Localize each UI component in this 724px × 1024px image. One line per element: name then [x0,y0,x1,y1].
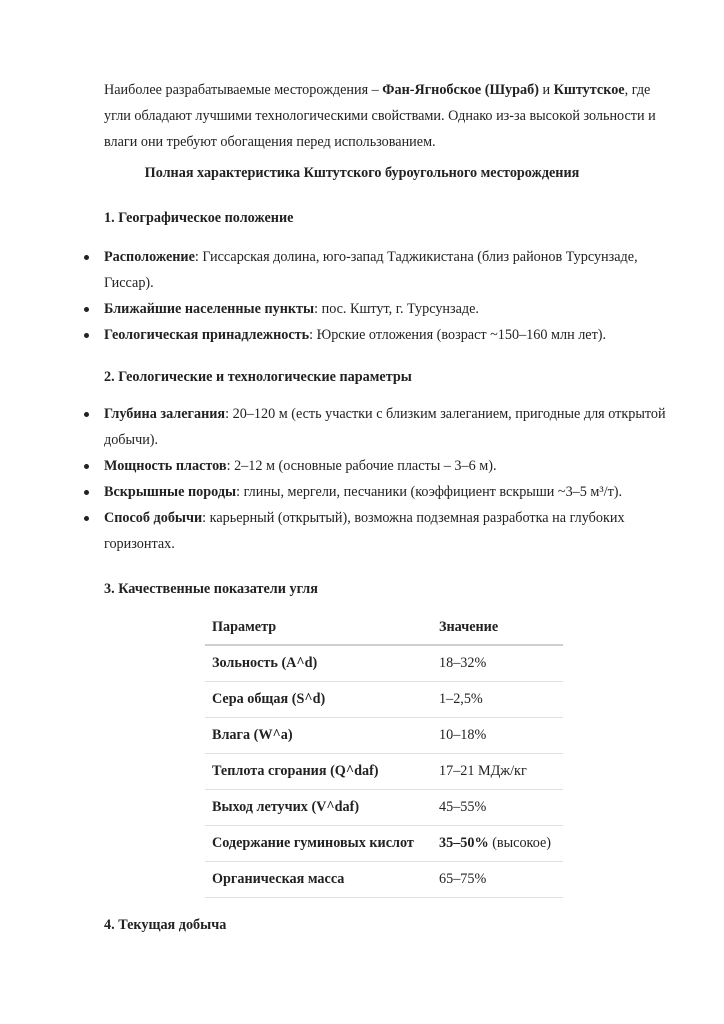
list-item-label: Вскрышные породы [104,484,237,500]
table-row [205,826,563,862]
table-cell-parameter: Выход летучих (V^daf) [205,790,432,826]
list-item-label: Ближайшие населенные пункты [104,301,315,317]
intro-text-2: и [538,82,554,98]
table-cell-value [432,790,563,826]
bullet-icon [84,516,89,521]
list-item [104,479,674,505]
table-cell-value [432,826,563,862]
table-row [205,790,563,826]
table-cell-parameter: Сера общая (S^d) [205,682,432,718]
table-cell-value [432,754,563,790]
table-row [205,862,563,898]
list-item-text: : карьерный (открытый), возможна подземная разработка на глубоких горизонтах. [104,510,625,552]
table-row [205,754,563,790]
column-header-value: Значение [432,610,563,645]
table-cell-parameter: Содержание гуминовых кислот [205,826,432,862]
intro-bold-kshtut: Кштутское [553,82,625,98]
bullet-icon [84,307,89,312]
list-item-label: Мощность пластов [104,458,227,474]
column-header-parameter: Параметр [205,610,432,645]
table-cell-parameter: Зольность (A^d) [205,645,432,682]
list-item-text: : Юрские отложения (возраст ~150–160 млн лет). [309,327,607,343]
list-item-text: : 20–120 м (есть участки с близким залеганием, пригодные для открытой добычи). [104,406,666,448]
intro-paragraph [104,77,670,155]
table-row [205,682,563,718]
list-item [104,505,674,557]
section-2-heading: 2. Геологические и технологические параметры [104,369,412,385]
bullet-icon [84,333,89,338]
list-item-text: : пос. Кштут, г. Турсунзаде. [314,301,479,317]
table-cell-value [432,682,563,718]
list-item-text: : Гиссарская долина, юго-запад Таджикистана (близ районов Турсунзаде, Гиссар). [104,249,638,291]
intro-bold-fan-yagnob: Фан-Ягнобское (Шураб) [382,82,539,98]
value-text: 18–32% [439,655,487,671]
value-text: 45–55% [439,799,487,815]
table-cell-parameter: Органическая масса [205,862,432,898]
table-cell-parameter: Влага (W^a) [205,718,432,754]
table-cell-value [432,645,563,682]
table-row [205,718,563,754]
value-text: (высокое) [488,835,552,851]
value-text: 1–2,5% [439,691,483,707]
bullet-icon [84,490,89,495]
list-item-text: : 2–12 м (основные рабочие пласты – 3–6 м). [226,458,497,474]
section-3-heading: 3. Качественные показатели угля [104,581,318,597]
intro-text-1: Наиболее разрабатываемые месторождения – [104,82,383,98]
list-item-label: Расположение [104,249,195,265]
list-item-text: : глины, мергели, песчаники (коэффициент вскрыши ~3–5 м³/т). [236,484,623,500]
value-text: 10–18% [439,727,487,743]
section-1-heading: 1. Географическое положение [104,210,294,226]
value-text: 17–21 МДж/кг [439,763,527,779]
section-2-list [104,401,674,557]
table-cell-value [432,718,563,754]
bullet-icon [84,412,89,417]
list-item [104,453,674,479]
list-item-label: Способ добычи [104,510,203,526]
section-1-list [104,244,674,348]
table-cell-parameter: Теплота сгорания (Q^daf) [205,754,432,790]
coal-quality-table [205,610,563,898]
table-row [205,645,563,682]
table-cell-value [432,862,563,898]
list-item [104,244,674,296]
section-4-heading: 4. Текущая добыча [104,917,227,933]
bullet-icon [84,464,89,469]
bullet-icon [84,255,89,260]
intro-text-3: , где угли обладают лучшими технологическими свойствами. Однако из-за высокой зольности и влаги они требуют обогащения перед использованием. [104,82,656,150]
value-text: 65–75% [439,871,487,887]
document-title: Полная характеристика Кштутского буроугольного месторождения [144,165,580,181]
list-item-label: Глубина залегания [104,406,226,422]
list-item [104,296,674,322]
table-header-row [205,610,563,645]
list-item [104,322,674,348]
list-item-label: Геологическая принадлежность [104,327,310,343]
list-item [104,401,674,453]
value-bold: 35–50% [439,835,489,851]
